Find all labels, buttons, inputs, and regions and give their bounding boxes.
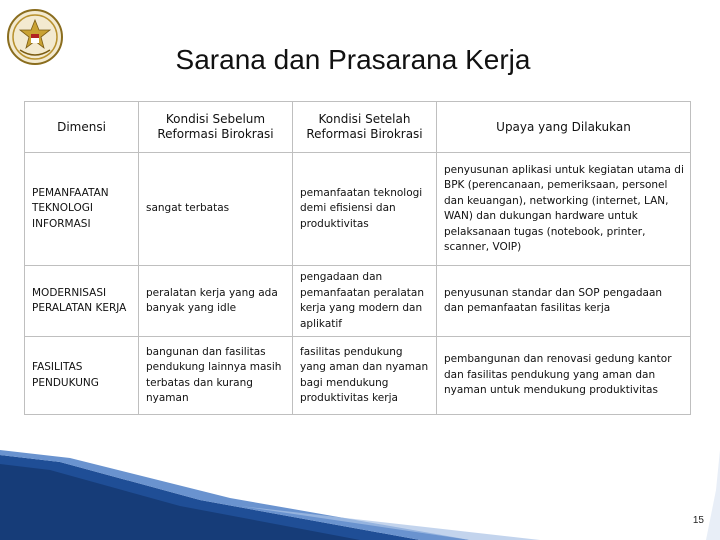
header-kondisi-setelah: Kondisi Setelah Reformasi Birokrasi xyxy=(293,102,437,153)
page-number: 15 xyxy=(692,515,704,526)
table-header-row xyxy=(25,102,691,153)
cell-kondisi-setelah: pemanfaatan teknologi demi efisiensi dan produktivitas xyxy=(293,153,437,266)
cell-upaya: penyusunan standar dan SOP pengadaan dan pemanfaatan fasilitas kerja xyxy=(437,266,691,337)
cell-kondisi-sebelum: sangat terbatas xyxy=(139,153,293,266)
header-kondisi-sebelum: Kondisi Sebelum Reformasi Birokrasi xyxy=(139,102,293,153)
table-row xyxy=(25,266,691,337)
table-row xyxy=(25,153,691,266)
header-upaya: Upaya yang Dilakukan xyxy=(437,102,691,153)
comparison-table xyxy=(24,101,691,415)
cell-dimensi: PEMANFAATAN TEKNOLOGI INFORMASI xyxy=(25,153,139,266)
cell-upaya: penyusunan aplikasi untuk kegiatan utama di BPK (perencanaan, pemeriksaan, personel dan keuangan), networking (internet, LAN, WAN) dan dukungan hardware untuk pelaksanaan tugas (notebook, printer, scanner, VOIP) xyxy=(437,153,691,266)
cell-dimensi: FASILITAS PENDUKUNG xyxy=(25,337,139,415)
slide-title: Sarana dan Prasarana Kerja xyxy=(175,44,531,75)
table-row xyxy=(25,337,691,415)
header-dimensi: Dimensi xyxy=(25,102,139,153)
cell-kondisi-sebelum: bangunan dan fasilitas pendukung lainnya masih terbatas dan kurang nyaman xyxy=(139,337,293,415)
cell-kondisi-setelah: fasilitas pendukung yang aman dan nyaman bagi mendukung produktivitas kerja xyxy=(293,337,437,415)
cell-kondisi-setelah: pengadaan dan pemanfaatan peralatan kerja yang modern dan aplikatif xyxy=(293,266,437,337)
cell-dimensi: MODERNISASI PERALATAN KERJA xyxy=(25,266,139,337)
cell-upaya: pembangunan dan renovasi gedung kantor dan fasilitas pendukung yang aman dan nyaman untuk mendukung produktivitas xyxy=(437,337,691,415)
cell-kondisi-sebelum: peralatan kerja yang ada banyak yang idle xyxy=(139,266,293,337)
footer-decoration xyxy=(0,450,720,540)
